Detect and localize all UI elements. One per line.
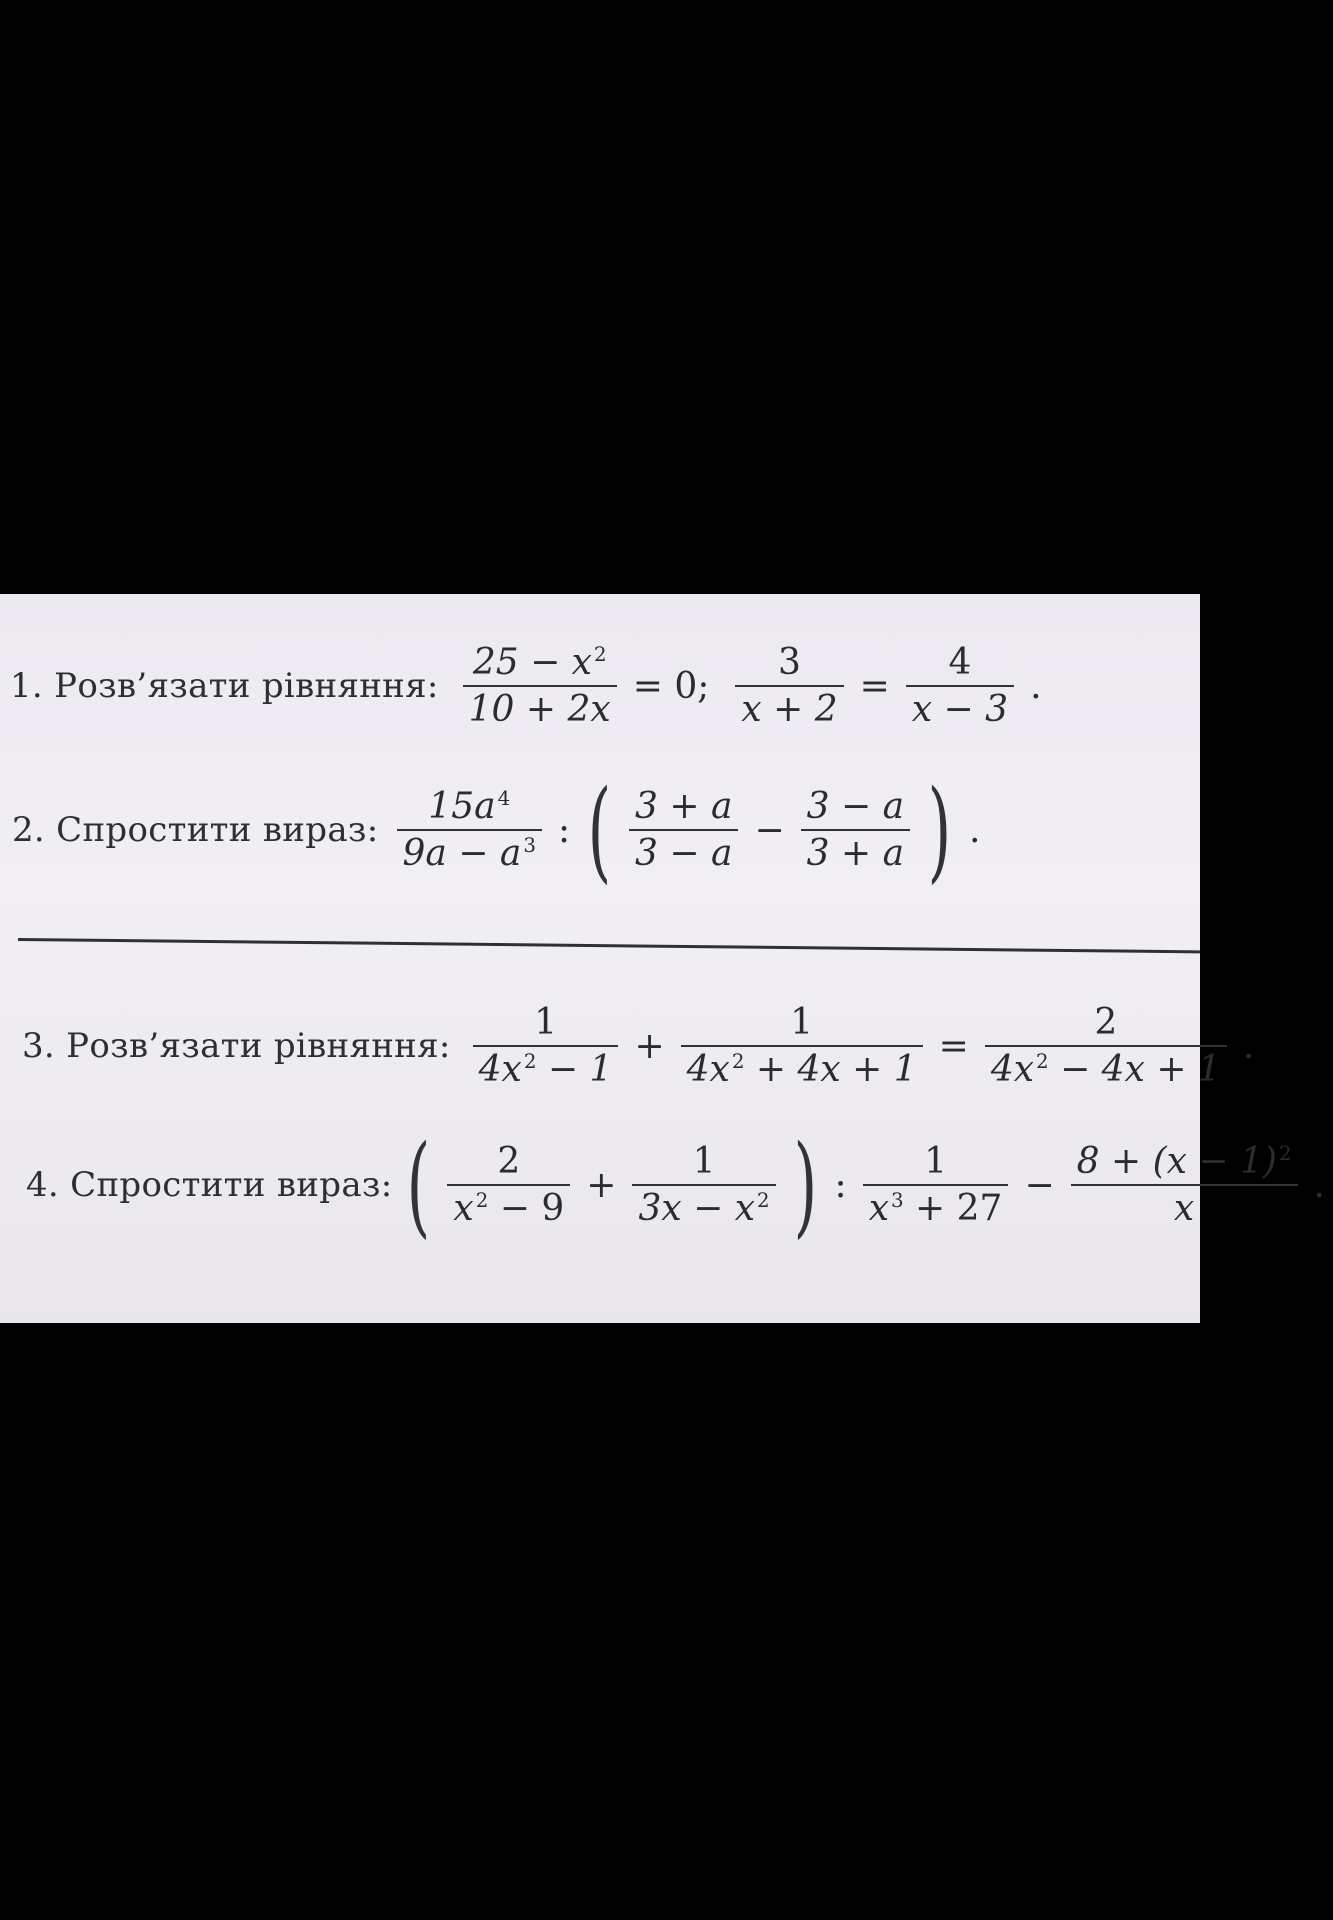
p4-left-paren: ( (406, 1121, 430, 1249)
p2-f3-num: 3 − a (806, 786, 905, 827)
p2-f1-den-exp: 3 (523, 834, 536, 857)
p4-fraction-3 (863, 1139, 1009, 1231)
p2-f2-den: 3 − a (635, 833, 733, 874)
p3-plus: + (634, 1025, 665, 1067)
p4-right-paren: ) (793, 1121, 817, 1249)
p4-f2-den-exp: 2 (757, 1189, 770, 1212)
p4-f4-den: x (1173, 1188, 1195, 1229)
p4-fraction-4 (1071, 1139, 1298, 1231)
p3-period: . (1242, 1025, 1255, 1067)
p2-f3-den: 3 + a (806, 833, 905, 874)
p3-f1-den-a: 4x (478, 1049, 522, 1090)
p4-f4-num-exp: 2 (1278, 1142, 1292, 1165)
p4-f3-num: 1 (924, 1141, 948, 1182)
p4-colon: : (834, 1164, 847, 1206)
problem-2 (12, 766, 988, 894)
p2-f1-num-exp: 4 (497, 787, 511, 810)
p1-f3-den: x − 3 (911, 689, 1009, 730)
p1-equals: = (859, 665, 890, 707)
p4-fraction-2 (632, 1139, 775, 1231)
p2-minus: − (754, 809, 785, 851)
p3-f2-num: 1 (790, 1002, 814, 1043)
p2-left-paren: ( (587, 766, 612, 894)
p1-period: . (1030, 665, 1042, 707)
p3-f2-den-a: 4x (686, 1049, 730, 1090)
p4-f2-num: 1 (692, 1141, 716, 1182)
p4-f1-den-exp: 2 (475, 1189, 489, 1212)
p4-minus: − (1024, 1164, 1055, 1206)
p2-fraction-2 (629, 784, 738, 876)
p3-fraction-3 (985, 1000, 1227, 1092)
p1-fraction-2 (735, 640, 843, 732)
p4-f1-num: 2 (497, 1141, 521, 1182)
p1-f1-den: 10 + 2x (468, 689, 611, 730)
p1-f1-num: 25 − x (472, 642, 592, 683)
p2-f1-num: 15a (428, 786, 496, 827)
p1-eq-zero: = 0; (632, 665, 710, 707)
problem-1-label: 1. Розв’язати рівняння: (10, 666, 439, 706)
p3-f1-num: 1 (534, 1002, 557, 1043)
p3-equals: = (938, 1025, 969, 1067)
p3-f3-den-exp: 2 (1036, 1050, 1049, 1073)
p2-f2-num: 3 + a (635, 786, 733, 827)
p3-f1-den-exp: 2 (523, 1050, 537, 1073)
problem-3 (22, 1000, 1262, 1092)
p1-f1-num-exp: 2 (593, 643, 607, 666)
p1-fraction-1 (463, 640, 617, 732)
problem-2-label: 2. Спростити вираз: (12, 810, 379, 850)
p3-fraction-2 (681, 1000, 923, 1092)
p4-period: . (1313, 1164, 1325, 1206)
p4-f1-den-a: x (453, 1188, 474, 1229)
p3-f3-den-b: − 4x + 1 (1048, 1049, 1221, 1090)
p1-fraction-3 (906, 640, 1014, 732)
p3-f1-den-b: − 1 (536, 1049, 613, 1090)
p1-f3-num: 4 (948, 642, 972, 683)
p1-f2-den: x + 2 (741, 689, 838, 730)
p2-colon: : (557, 809, 571, 851)
p2-f1-den: 9a − a (402, 833, 522, 874)
p2-fraction-3 (801, 784, 910, 876)
problem-4-label: 4. Спростити вираз: (26, 1165, 393, 1205)
p4-plus: + (586, 1164, 617, 1206)
p4-f3-den-b: + 27 (903, 1188, 1003, 1229)
p3-f2-den-b: + 4x + 1 (744, 1049, 917, 1090)
p2-right-paren: ) (927, 766, 952, 894)
p4-f3-den-a: x (868, 1188, 889, 1229)
p4-fraction-1 (447, 1139, 570, 1231)
p4-f4-num-a: 8 + (x − 1) (1076, 1141, 1277, 1182)
p2-period: . (968, 809, 981, 851)
p3-f3-den-a: 4x (990, 1049, 1035, 1090)
problem-1 (10, 640, 1050, 732)
p3-f2-den-exp: 2 (731, 1050, 745, 1073)
p4-f1-den-b: − 9 (488, 1188, 565, 1229)
p3-f3-num: 2 (1094, 1002, 1118, 1043)
problem-3-label: 3. Розв’язати рівняння: (22, 1026, 451, 1066)
p4-f2-den-a: 3x − x (638, 1188, 756, 1229)
p2-fraction-1 (397, 784, 542, 876)
problem-4 (26, 1121, 1333, 1249)
p4-f3-den-exp: 3 (891, 1189, 904, 1212)
p3-fraction-1 (473, 1000, 619, 1092)
p1-f2-num: 3 (778, 642, 801, 683)
